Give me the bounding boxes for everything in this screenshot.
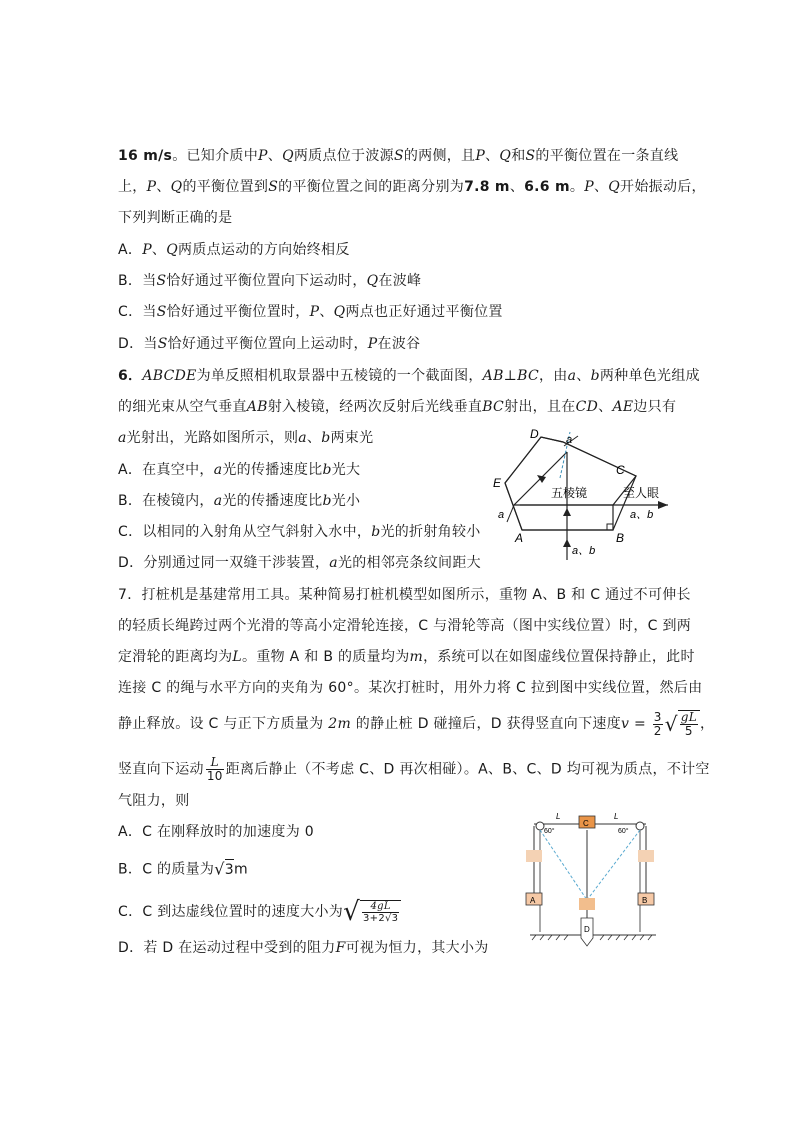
label-a-left: a [498,509,505,521]
label-prism: 五棱镜 [551,486,588,500]
var-Q: Q [366,273,379,289]
rope-right-dashed [587,830,640,900]
text: 光的传播速度比 [222,462,323,478]
distance-2: 6.6 m [524,179,570,195]
text: 上， [118,179,147,195]
text: ， [700,716,715,732]
q7-line-3 [118,647,695,667]
var-F: F [335,940,346,956]
text: 的细光束从空气垂直 [118,399,247,415]
q7-option-d [118,938,489,958]
text: 射出，且在 [504,399,576,415]
sqrt-icon: √ [214,859,225,879]
var-S: S [157,336,168,352]
q5-option-c [118,302,503,322]
option-label: B．在棱镜内， [118,493,214,509]
q6-line-1 [118,366,700,386]
text: 的两侧，且 [403,148,476,164]
text: 、 [485,148,500,164]
text: 定滑轮的距离均为 [118,649,233,665]
text: 边只有 [633,399,677,415]
denominator: 3+2√3 [362,913,399,924]
arrow-up-2 [563,508,571,516]
q6-option-d [118,553,481,573]
label-L-right: L [614,812,619,821]
label-angle-right: 60° [618,828,629,835]
text: 竖直向下运动 [118,761,204,778]
option-label: A． [118,242,143,258]
q5-line-1 [118,146,678,166]
sqrt-body [360,900,401,924]
text: 、 [576,368,591,384]
q7-option-c [118,897,401,927]
var-L: L [232,649,243,665]
var-a: a [298,430,307,446]
pentaprism-figure [485,425,690,565]
q6-line-3 [118,428,373,448]
q7-line-6 [118,756,710,783]
numerator: gL [680,710,697,724]
text: 距离后静止（不考虑 C、D 再次相碰）。A、B、C、D 均可视为质点，不计空 [225,761,710,778]
arrow-up-1 [563,539,571,547]
q5-line-2 [118,177,706,197]
var-AB-perp-BC: AB⊥BC [482,368,539,384]
text: 、 [156,179,171,195]
text: 的平衡位置到 [182,179,269,195]
a-exit-left [507,505,514,522]
var-b: b [321,430,331,446]
label-ab-out: a、b [630,509,654,521]
var-Q: Q [608,179,621,195]
var-AE: AE [612,399,634,415]
q5-line-3: 下列判断正确的是 [118,210,233,226]
text: 恰好通过平衡位置向下运动时， [166,273,367,289]
text: 、 [267,148,283,164]
text: 光的传播速度比 [222,493,323,509]
label-D: D [530,427,539,441]
var-S: S [268,179,279,195]
var-P: P [309,304,320,320]
text: 恰好通过平衡位置向上运动时， [167,336,368,352]
var-P: P [146,179,157,195]
var-a: a [329,555,338,571]
text: 、 [593,179,609,195]
unit: m [233,861,248,878]
text: 。已知介质中 [172,148,259,164]
option-label: A．在真空中， [118,462,214,478]
label-A: A [530,896,536,905]
denominator: 5 [684,724,693,738]
left-pulley-icon [536,822,544,830]
label-a-top: a [566,434,573,446]
text: D．若 D 在运动过程中受到的阻力 [118,940,336,956]
label-B: B [616,531,625,545]
q7-line-1: 7．打桩机是基建常用工具。某种简易打桩机模型如图所示，重物 A、B 和 C 通过不可伸长 [118,587,691,603]
var-b: b [322,493,332,509]
label-eye: 至人眼 [623,486,660,500]
numerator: L [206,756,224,770]
q7-line-2: 的轻质长绳跨过两个光滑的等高小定滑轮连接，C 与滑轮等高（图中实线位置）时，C 到两 [118,618,692,634]
arrow-diag [537,475,546,483]
text: 的平衡位置之间的距离分别为 [278,179,465,195]
var-BC: BC [482,399,505,415]
var-Q: Q [170,179,183,195]
block-A-dashed [526,850,542,862]
q6-option-a [118,460,360,480]
q5-speed: 16 m/s [118,148,173,164]
text: = [629,716,651,732]
text: 在波谷 [377,336,421,352]
label-C: C [583,819,589,828]
var-a: a [118,430,127,446]
right-angle-mark [607,524,613,530]
option-label: C．以相同的入射角从空气斜射入水中， [118,524,372,540]
text: 的静止桩 D 碰撞后，D 获得竖直向下速度 [351,716,621,732]
text: 、 [319,304,334,320]
label-B: B [642,896,648,905]
text: ，系统可以在如图虚线位置保持静止，此时 [423,649,695,665]
label-A: A [515,531,524,545]
var-S: S [393,148,404,164]
text: ，由 [539,368,568,384]
var-S: S [156,273,167,289]
var-AB: AB [246,399,268,415]
text: 。 [569,179,585,195]
var-P: P [584,179,594,195]
q5-option-d [118,334,420,354]
denominator: 10 [206,769,223,783]
q7-option-b [118,859,248,880]
q7-option-a: A．C 在刚释放时的加速度为 0 [118,824,314,840]
text: 光的折射角较小 [380,524,481,540]
text: 可视为恒力，其大小为 [345,940,489,956]
prism-edges [505,437,636,530]
text: 、 [151,242,167,258]
sqrt-body [678,710,700,738]
question-number: 6． [118,368,143,384]
text: B．C 的质量为 [118,861,215,878]
label-E: E [493,476,502,490]
numerator: 4gL [362,901,399,913]
text: 光射出，光路如图所示，则 [126,430,299,446]
q6-option-b [118,491,360,511]
label-angle-left: 60° [544,828,555,835]
option-label: B．当 [118,273,157,289]
var-S: S [156,304,167,320]
text: 。重物 A 和 B 的质量均为 [242,649,410,665]
rope-left-dashed [540,830,587,900]
text: 光小 [331,493,361,509]
text: 恰好通过平衡位置时， [166,304,310,320]
right-pulley-icon [636,822,644,830]
var-b: b [371,524,381,540]
var-P: P [475,148,486,164]
text: 在波峰 [378,273,422,289]
var-b: b [322,462,332,478]
text: 两束光 [330,430,374,446]
q6-option-c [118,522,481,542]
var-S: S [525,148,536,164]
label-D: D [584,925,590,934]
var-2m: 2m [328,716,352,732]
fraction-gL-5 [680,711,698,738]
prism-outline [505,437,636,530]
fraction-L-10 [206,756,224,783]
denominator: 2 [653,723,662,738]
text: 的平衡位置在一条直线 [535,148,679,164]
var-CD: CD [575,399,599,415]
q7-line-7: 气阻力，则 [118,793,190,809]
text: 和 [511,148,526,164]
var-a: a [213,493,223,509]
text: 光大 [331,462,361,478]
fraction-3-2 [653,711,663,738]
pile-driver-figure [525,808,670,948]
numerator: 3 [653,709,662,724]
text: 两点也正好通过平衡位置 [345,304,503,320]
text: 光的相邻亮条纹间距大 [337,555,481,571]
var-Q: Q [282,148,294,164]
sqrt-icon: √ [664,712,678,736]
option-label: D．当 [118,336,158,352]
label-C: C [616,463,625,477]
text: 、 [509,179,525,195]
text: C．C 到达虚线位置时的速度大小为 [118,904,344,920]
var-b: b [590,368,600,384]
var-P: P [142,242,152,258]
fraction-speed [362,901,399,924]
var-P: P [258,148,268,164]
text: 为单反照相机取景器中五棱镜的一个截面图， [196,368,483,384]
option-label: D．分别通过同一双缝干涉装置， [118,555,330,571]
sqrt-icon: √ [343,897,360,927]
text: 两种单色光组成 [599,368,700,384]
text: 两质点运动的方向始终相反 [178,242,350,258]
var-P: P [367,336,378,352]
var-Q: Q [499,148,512,164]
text: 、 [598,399,613,415]
text: 静止释放。设 C 与正下方质量为 [118,716,329,732]
block-B-dashed [638,850,654,862]
var-v: v [621,716,630,732]
text: 射入棱镜，经两次反射后光线垂直 [267,399,483,415]
text: 两质点位于波源 [293,148,394,164]
q5-option-b [118,271,421,291]
var-ABCDE: ABCDE [142,368,197,384]
text: 、 [306,430,322,446]
var-a: a [213,462,223,478]
text: 开始振动后， [620,179,706,195]
var-m: m [409,649,424,665]
label-ab-in: a、b [572,545,596,557]
option-label: C．当 [118,304,157,320]
distance-1: 7.8 m [464,179,510,195]
sqrt-value: 3 [225,859,234,880]
block-C-dashed [579,898,595,910]
var-Q: Q [166,242,179,258]
var-a: a [567,368,577,384]
arrow-right [658,501,668,509]
label-L-left: L [556,812,561,821]
var-Q: Q [333,304,346,320]
q7-line-4: 连接 C 的绳与水平方向的夹角为 60°。某次打桩时，用外力将 C 拉到图中实线位置，然后由 [118,680,703,696]
q7-line-5 [118,710,714,738]
q6-line-2 [118,397,676,417]
q5-option-a [118,240,350,260]
